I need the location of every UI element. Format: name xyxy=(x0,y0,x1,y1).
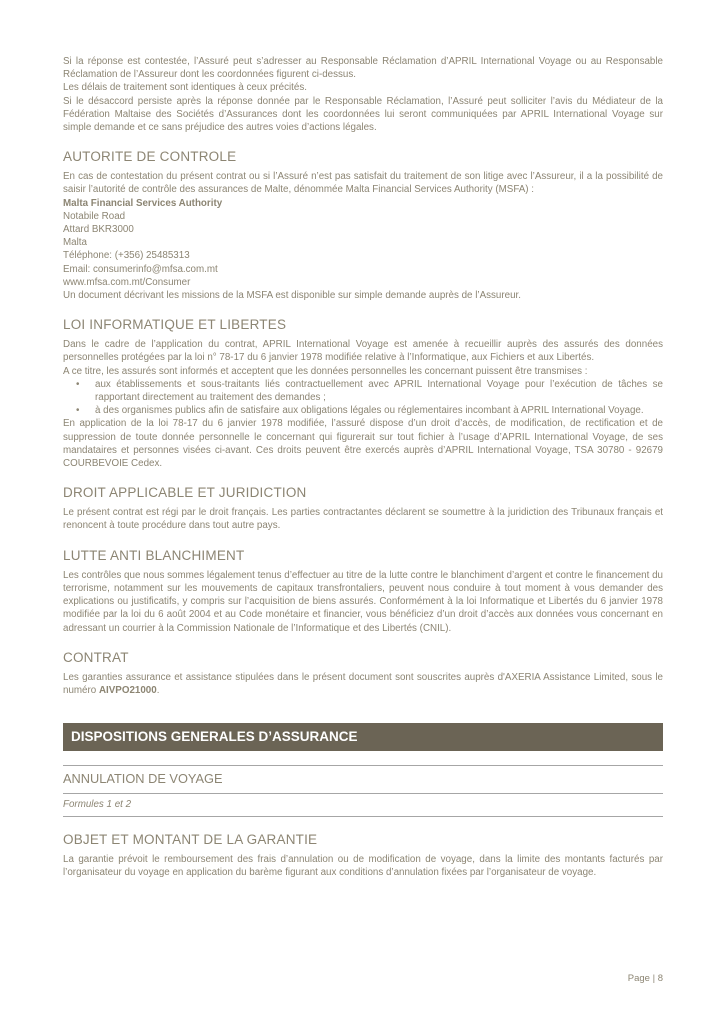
contract-number: AIVPO21000 xyxy=(98,684,157,696)
loi-bullet-1 xyxy=(63,378,663,404)
authority-name: Malta Financial Services Authority xyxy=(63,197,223,209)
annulation-formules: Formules 1 et 2 xyxy=(63,799,132,811)
lutte-paragraph: Les contrôles que nous sommes légalement tenus d’effectuer au titre de la lutte contre le blanchiment d’argent et contre le financement du terrorisme, notamment sur les mouvements de capitaux transfrontaliers, peuvent nous conduire à tout moment à vous demander des explications ou justificatifs, y compris sur l’acquisition de biens assurés. Conformément à la loi Informatique et Libertés du 6 janvier 1978 modifiée par la loi du 6 août 2004 et au Code monétaire et financier, vous bénéficiez d’un droit d’accès aux données vous concernant en adressant un courrier à la Commission Nationale de l’Informatique et des Libertés (CNIL). xyxy=(63,569,663,634)
section-title-contrat: CONTRAT xyxy=(63,649,129,665)
bullet-icon: • xyxy=(76,378,80,390)
autorite-closing-paragraph: Un document décrivant les missions de la MSFA est disponible sur simple demande auprès de l’Assureur. xyxy=(63,290,521,302)
contrat-paragraph xyxy=(63,671,663,697)
bullet-icon: • xyxy=(76,405,80,417)
loi-paragraph-2: A ce titre, les assurés sont informés et acceptent que les données personnelles les concernant puissent être transmises : xyxy=(63,365,588,377)
authority-website: www.mfsa.com.mt/Consumer xyxy=(63,276,191,288)
loi-bullet-1-text: aux établissements et sous-traitants liés contractuellement avec APRIL International Voyage pour l’exécution de tâches se rapportant directement au traitement des demandes ; xyxy=(95,378,663,404)
annulation-title: ANNULATION DE VOYAGE xyxy=(63,771,223,787)
banner-title: DISPOSITIONS GENERALES D’ASSURANCE xyxy=(71,729,358,745)
contrat-text-before: Les garanties assurance et assistance stipulées dans le présent document sont souscrites auprès d'AXERIA Assistance Limited, sous le numéro xyxy=(63,671,663,696)
loi-bullet-2-text: à des organismes publics afin de satisfaire aux obligations légales ou réglementaires incombant à APRIL International Voyage. xyxy=(95,405,644,417)
section-title-loi: LOI INFORMATIQUE ET LIBERTES xyxy=(63,317,287,333)
page-number: Page | 8 xyxy=(627,973,663,984)
authority-address-line-1: Notabile Road xyxy=(63,210,126,222)
autorite-paragraph: En cas de contestation du présent contrat ou si l’Assuré n’est pas satisfait du traitement de son litige avec l’Assureur, il a la possibilité de saisir l’autorité de contrôle des assurances de Malte, dénommée Malta Financial Services Authority (MSFA) : xyxy=(63,171,663,196)
authority-address-line-2: Attard BKR3000 xyxy=(63,224,134,236)
loi-paragraph-1: Dans le cadre de l’application du contrat, APRIL International Voyage est amenée à recueillir auprès des assurés des données personnelles protégées par la loi n° 78-17 du 6 janvier 1978 modifiée relative à l’Informatique, aux Fichiers et aux Libertés. xyxy=(63,339,663,364)
annulation-block xyxy=(63,765,663,817)
section-banner xyxy=(63,723,663,751)
divider-bottom xyxy=(63,816,663,817)
loi-paragraph-3: En application de la loi 78-17 du 6 janvier 1978 modifiée, l’assuré dispose d’un droit d’accès, de modification, de rectification et de suppression de toute donnée personnelle le concernant qui figurerait sur tout fichier à l’usage d’APRIL International Voyage, de ses mandataires et personnes visées ci-avant. Ces droits peuvent être exercés auprès d’APRIL International Voyage, TSA 30780 - 92679 COURBEVOIE Cedex. xyxy=(63,418,663,470)
authority-address-line-3: Malta xyxy=(63,237,87,249)
contrat-text-after: . xyxy=(156,684,160,696)
objet-paragraph: La garantie prévoit le remboursement des frais d’annulation ou de modification de voyage, dans la limite des montants facturés par l’organisateur du voyage en application du barème figurant aux conditions d’annulation fixées par l’organisateur de voyage. xyxy=(63,854,663,879)
loi-bullet-2 xyxy=(63,404,663,417)
section-title-objet: OBJET ET MONTANT DE LA GARANTIE xyxy=(63,832,318,848)
authority-phone: Téléphone: (+356) 25485313 xyxy=(63,250,190,262)
section-title-lutte: LUTTE ANTI BLANCHIMENT xyxy=(63,547,245,563)
intro-paragraph-2: Les délais de traitement sont identiques à ceux précités. xyxy=(63,82,307,94)
intro-paragraph-3: Si le désaccord persiste après la réponse donnée par le Responsable Réclamation, l’Assuré peut solliciter l’avis du Médiateur de la Fédération Maltaise des Sociétés d’Assurances dont les coordonnées lui seront communiquées par APRIL International Voyage sur simple demande et ce sans préjudice des autres voies d’actions légales. xyxy=(63,95,663,134)
intro-paragraph-1: Si la réponse est contestée, l’Assuré peut s’adresser au Responsable Réclamation d’APRIL International Voyage ou au Responsable Réclamation de l’Assureur dont les coordonnées figurent ci-dessus. xyxy=(63,56,663,81)
droit-paragraph: Le présent contrat est régi par le droit français. Les parties contractantes déclarent se soumettre à la juridiction des Tribunaux français et renoncent à toute procédure dans tout autre pays. xyxy=(63,507,663,532)
page-content xyxy=(63,0,663,880)
authority-email: Email: consumerinfo@mfsa.com.mt xyxy=(63,263,218,275)
section-title-droit: DROIT APPLICABLE ET JURIDICTION xyxy=(63,485,307,501)
section-title-autorite: AUTORITE DE CONTROLE xyxy=(63,149,237,165)
